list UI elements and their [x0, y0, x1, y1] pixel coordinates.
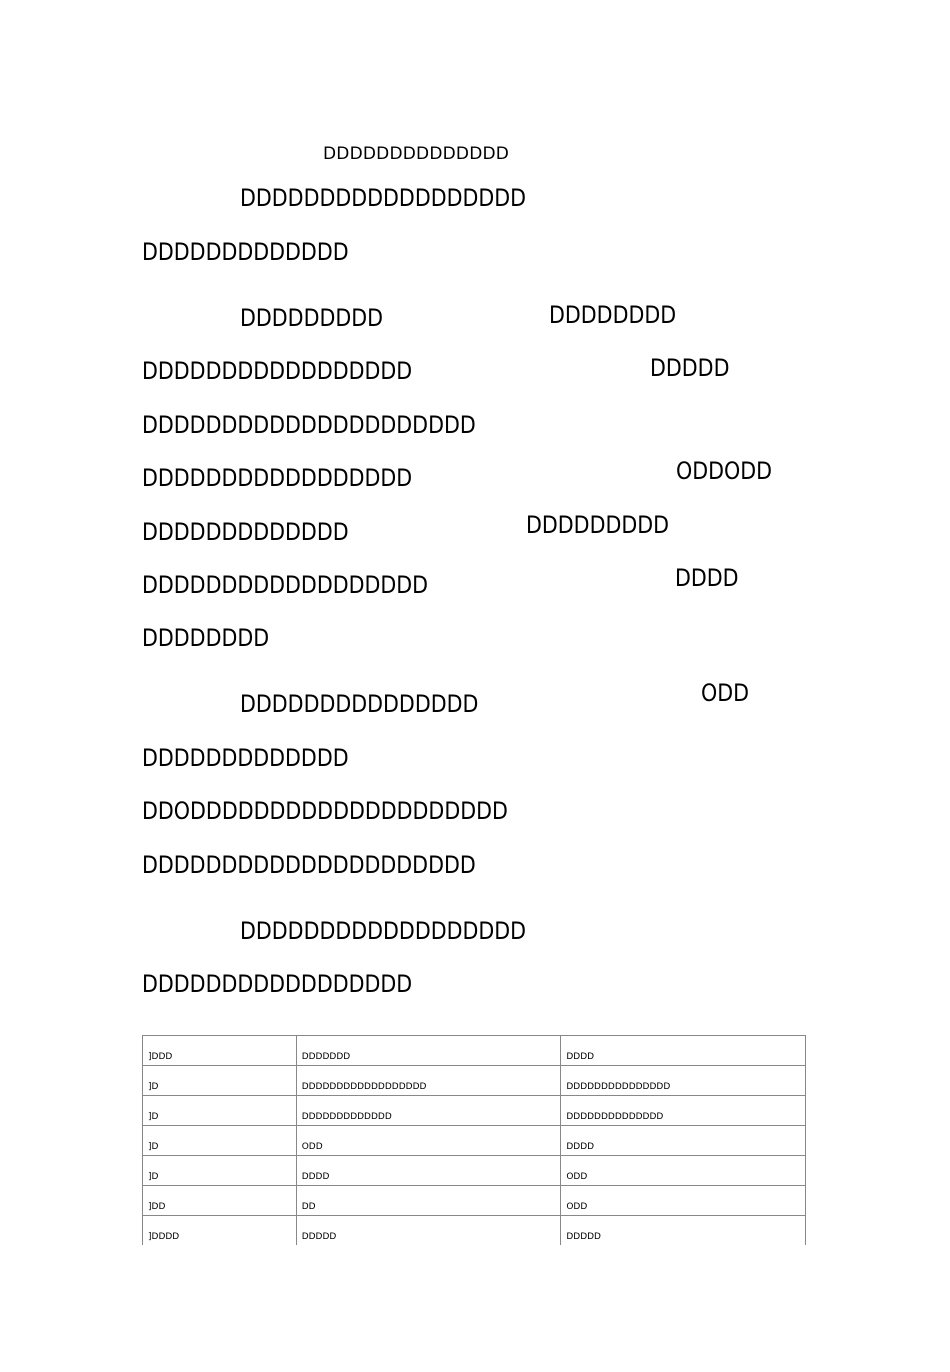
section-2-line-2: DDDDDDDDDDDDDDDDDDDDD: [142, 411, 476, 439]
table-row: [143, 1126, 806, 1156]
table-cell: DDDDD: [296, 1216, 561, 1246]
section-2-line-4: DDDDDDDDDDDDD: [142, 518, 349, 546]
table-cell: ]DDD: [143, 1036, 297, 1066]
section-2-line-5: DDDDDDDDDDDDDDDDDD: [142, 571, 429, 599]
section-3-line-1: DDDDDDDDDDDDD: [142, 744, 349, 772]
table-row: [143, 1066, 806, 1096]
table-row: [143, 1096, 806, 1126]
side-label-6: ODD: [701, 679, 750, 707]
side-label-2: DDDDD: [650, 354, 730, 382]
section-2-line-3: DDDDDDDDDDDDDDDDD: [142, 464, 413, 492]
table-row: [143, 1186, 806, 1216]
table-cell: ]DDDD: [143, 1216, 297, 1246]
side-label-3: ODDODD: [676, 457, 773, 485]
table-cell: DDDDDDDDDDDDDD: [561, 1096, 806, 1126]
table-cell: DDDDDDDDDDDDDDDDDD: [296, 1066, 561, 1096]
table-cell: ODD: [296, 1126, 561, 1156]
section-2-line-6: DDDDDDDD: [142, 624, 270, 652]
section-2-heading: DDDDDDDDD: [240, 304, 384, 332]
table-cell: DDDD: [561, 1126, 806, 1156]
table-cell: ]D: [143, 1096, 297, 1126]
section-3-line-3: DDDDDDDDDDDDDDDDDDDDD: [142, 851, 476, 879]
table-cell: ]D: [143, 1066, 297, 1096]
table-cell: DDDDD: [561, 1216, 806, 1246]
table-cell: ]DD: [143, 1186, 297, 1216]
section-4-heading: DDDDDDDDDDDDDDDDDD: [240, 917, 527, 945]
section-1-line-1: DDDDDDDDDDDDD: [142, 238, 349, 266]
side-label-1: DDDDDDDD: [549, 301, 677, 329]
table-cell: ODD: [561, 1156, 806, 1186]
section-4-line-1: DDDDDDDDDDDDDDDDD: [142, 970, 413, 998]
document-title: DDDDDDDDDDDDDD: [323, 144, 510, 164]
table-cell: DDDDDDDDDDDDD: [296, 1096, 561, 1126]
table-cell: ]D: [143, 1126, 297, 1156]
table-cell: ]D: [143, 1156, 297, 1186]
table-cell: ODD: [561, 1186, 806, 1216]
table-cell: DD: [296, 1186, 561, 1216]
table-cell: DDDD: [561, 1036, 806, 1066]
side-label-4: DDDDDDDDD: [526, 511, 670, 539]
table-row: [143, 1156, 806, 1186]
side-label-5: DDDD: [675, 564, 739, 592]
section-3-heading: DDDDDDDDDDDDDDD: [240, 690, 479, 718]
section-2-line-1: DDDDDDDDDDDDDDDDD: [142, 357, 413, 385]
section-1-heading: DDDDDDDDDDDDDDDDDD: [240, 184, 527, 212]
table-cell: DDDDDDDDDDDDDDD: [561, 1066, 806, 1096]
table-cell: DDDDDDD: [296, 1036, 561, 1066]
table-row: [143, 1216, 806, 1246]
table-row: [143, 1036, 806, 1066]
data-table: [142, 1035, 806, 1245]
section-3-line-2: DDODDDDDDDDDDDDDDDDDDDD: [142, 797, 508, 825]
table-cell: DDDD: [296, 1156, 561, 1186]
